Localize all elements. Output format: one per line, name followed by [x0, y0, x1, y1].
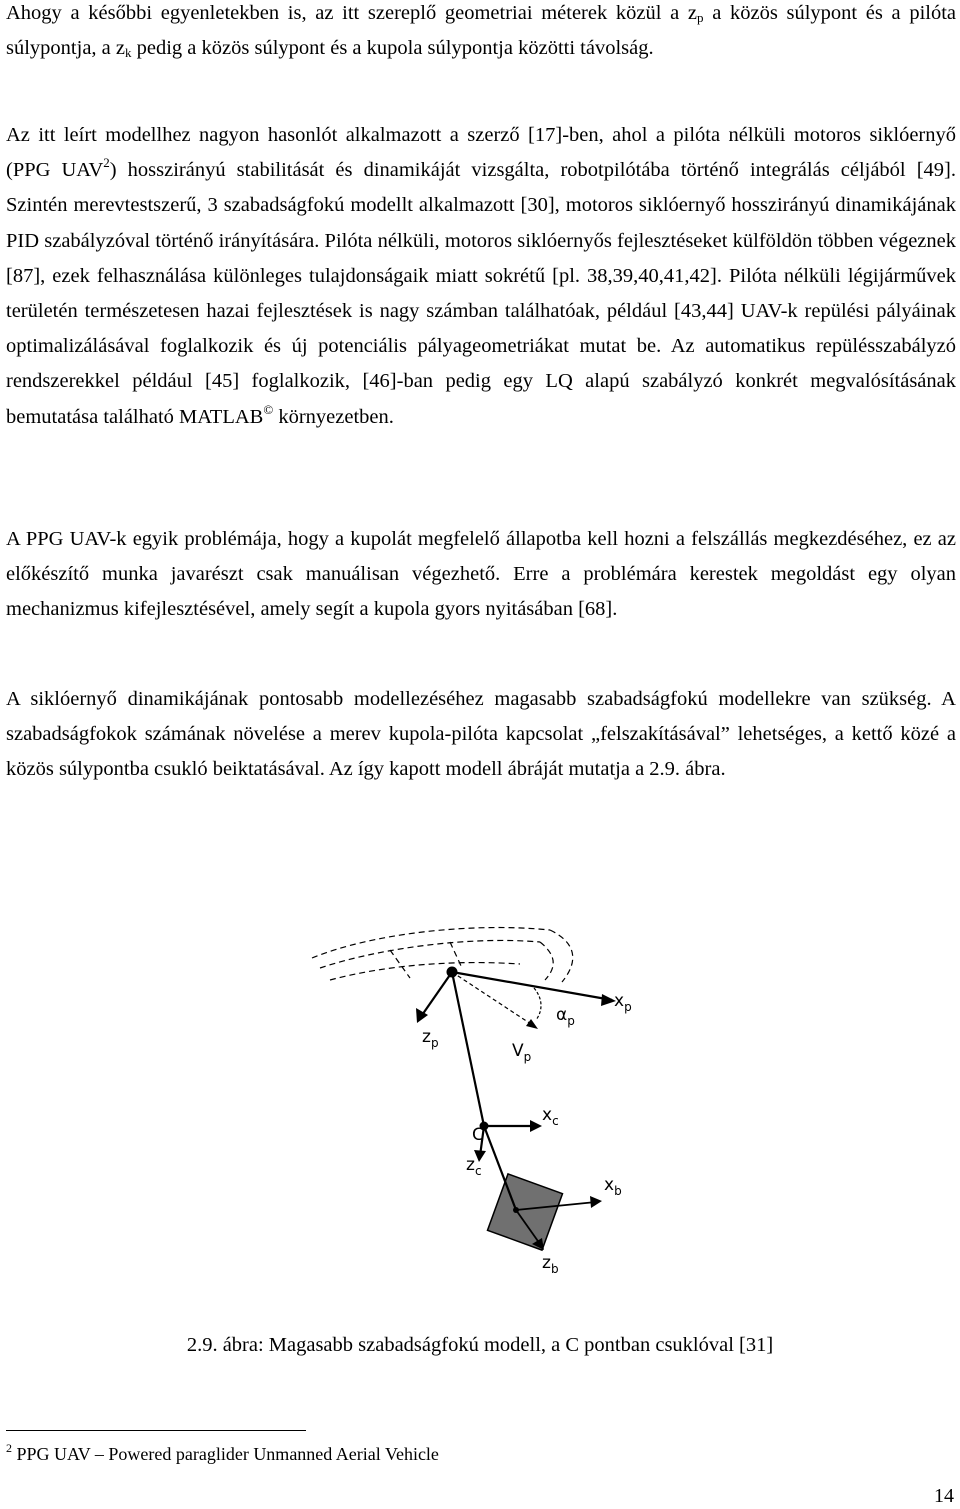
footnote-number: 2	[6, 1441, 12, 1455]
zp-axis	[420, 972, 452, 1018]
footnote-separator	[6, 1430, 306, 1431]
vp-label: $V_p$	[512, 1041, 532, 1064]
xc-label: $x_c$	[542, 1105, 559, 1128]
footnote	[6, 1442, 439, 1466]
zp-label: $z_p$	[422, 1027, 439, 1050]
paragraph-1	[6, 0, 956, 66]
p2-text-3: környezetben.	[273, 405, 394, 428]
p1-subscript-p: p	[697, 10, 704, 25]
footnote-ref-2[interactable]: 2	[103, 155, 110, 171]
canopy-outline	[312, 928, 573, 982]
xc-arrowhead	[530, 1120, 542, 1132]
paragraph-2	[6, 118, 956, 435]
alpha-arc	[534, 988, 541, 1020]
figure-model-diagram	[300, 920, 660, 1290]
copyright-symbol: ©	[263, 401, 274, 417]
p1-subscript-k: k	[125, 45, 132, 61]
footnote-text: PPG UAV – Powered paraglider Unmanned Aerial Vehicle	[12, 1444, 439, 1464]
p1-text-3: pedig a közös súlypont és a kupola súlypontja közötti távolság.	[131, 37, 654, 60]
p1-text-2: a közös súlypont és a pilóta súlypontja, a z	[6, 2, 956, 60]
xb-label: $x_b$	[604, 1175, 622, 1198]
paragraph-3: A PPG UAV-k egyik problémája, hogy a kupolát megfelelő állapotba kell hozni a felszállás megkezdéséhez, ez az előkészítő munka javarészt csak manuálisan végezhető. Erre a problémára kerestek megoldást egy olyan mechanizmus kifejlesztésével, amely segít a kupola gyors nyitásában [68].	[6, 528, 956, 621]
page-number: 14	[934, 1485, 954, 1507]
p2-text-2: ) hosszirányú stabilitását és dinamikáját vizsgálta, robotpilótába történő integrálás céljából [49]. Szintén merevtestszerű, 3 szabadságfokú modellt alkalmazott [30], motoros siklóernyő hosszirányú dinamikájának PID szabályzóval történő irányítására. Pilóta nélküli, motoros siklóernyős fejlesztéseket külföldön többen végeznek [87], ezek felhasználása különleges tulajdonságaik miatt sokrétű [pl. 38,39,40,41,42]. Pilóta nélküli légijárművek területén természetesen hazai fejlesztések is nagy számban találhatóak, például [43,44] UAV-k repülési pályáinak optimalizálásával foglalkozik és új potenciális pályageometriákat mutat be. Az automatikus repülésszabályzó rendszerekkel például [45] foglalkozik, [46]-ban pedig egy LQ alapú szabályzó konkrét megvalósításának bemutatása található MATLAB	[6, 159, 956, 428]
vp-arrowhead	[526, 1019, 538, 1029]
c-label: C	[472, 1125, 484, 1145]
p2-text-1: Az itt leírt modellhez nagyon hasonlót alkalmazott a szerző [17]-ben, ahol a pilóta nélküli motoros siklóernyő (PPG UAV	[6, 124, 956, 182]
xb-arrowhead	[590, 1196, 602, 1208]
p1-text-1: Ahogy a későbbi egyenletekben is, az itt szereplő geometriai méterek közül a z	[6, 2, 698, 24]
zc-label: $z_c$	[466, 1155, 482, 1178]
figure-caption: 2.9. ábra: Magasabb szabadságfokú modell, a C pontban csuklóval [31]	[186, 1334, 774, 1356]
xp-axis	[452, 972, 612, 1000]
zb-label: $z_b$	[542, 1253, 559, 1276]
zc-arrowhead	[474, 1150, 486, 1162]
pilot-box	[487, 1174, 562, 1250]
alpha-label: $\alpha_p$	[556, 1005, 575, 1028]
main-link	[452, 972, 484, 1126]
xp-label: $x_p$	[614, 991, 632, 1014]
paragraph-4: A siklóernyő dinamikájának pontosabb modellezéséhez magasabb szabadságfokú modellekre van szükség. A szabadságfokok számának növelése a merev kupola-pilóta kapcsolat „felszakításával” lehetséges, a kettő közé a közös súlypontba csukló beiktatásával. Az így kapott modell ábráját mutatja a 2.9. ábra.	[6, 688, 956, 781]
